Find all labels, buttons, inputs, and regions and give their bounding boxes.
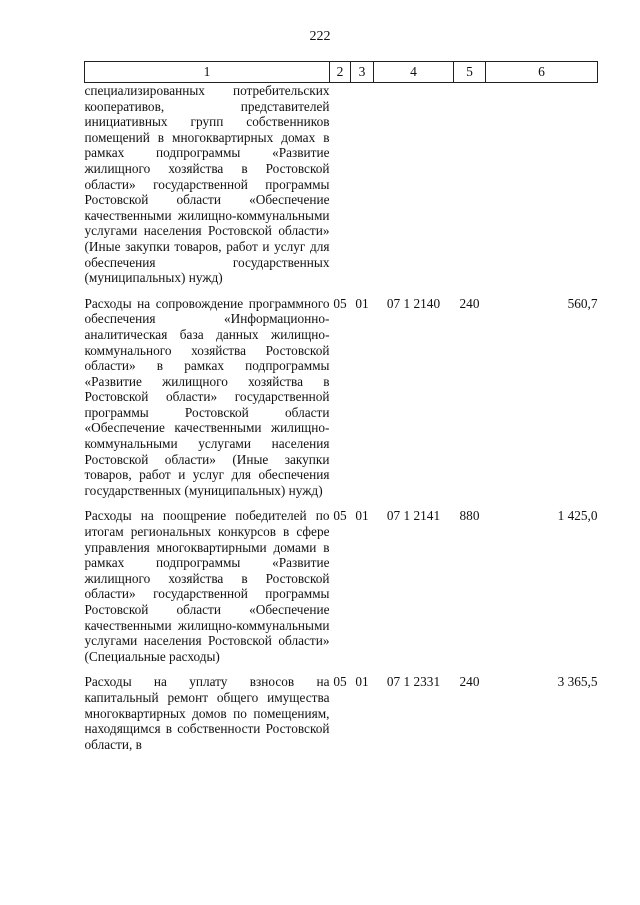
header-row <box>85 62 598 83</box>
row-subsection: 01 <box>355 674 369 690</box>
row-amount: 3 365,5 <box>557 674 598 690</box>
table-row <box>85 83 598 286</box>
row-amount <box>486 83 598 286</box>
row-target-code <box>374 83 454 286</box>
header-col-2: 2 <box>330 62 351 83</box>
table-header <box>85 62 598 83</box>
row-section <box>330 83 351 286</box>
row-description: Расходы на поощрение победителей по итогам региональных конкурсов в сфере управления многоквартирными домами в рамках подпрограммы «Развитие жилищного хозяйства в Ростовской области» государственной программы Ростовской области «Обеспечение качественными жилищно-коммунальными услугами населения Ростовской области» (Специальные расходы) <box>84 508 330 664</box>
header-col-1: 1 <box>85 62 330 83</box>
header-col-4: 4 <box>374 62 454 83</box>
table-row <box>85 286 598 499</box>
row-section: 05 <box>333 508 347 524</box>
row-section: 05 <box>333 295 347 311</box>
table-body <box>85 83 598 753</box>
row-expense-type: 880 <box>459 508 480 524</box>
row-target-code: 07 1 2140 <box>386 295 441 311</box>
row-target-code: 07 1 2331 <box>386 674 441 690</box>
table-row <box>85 498 598 664</box>
row-expense-type: 240 <box>459 674 480 690</box>
row-section: 05 <box>333 674 347 690</box>
row-subsection: 01 <box>355 508 369 524</box>
header-col-6: 6 <box>486 62 598 83</box>
row-expense-type: 240 <box>459 295 480 311</box>
page-number: 222 <box>309 29 331 44</box>
budget-table <box>84 61 598 752</box>
row-target-code: 07 1 2141 <box>386 508 441 524</box>
header-col-5: 5 <box>454 62 486 83</box>
row-subsection <box>351 83 374 286</box>
row-amount: 1 425,0 <box>557 508 598 524</box>
table-row <box>85 664 598 752</box>
row-amount: 560,7 <box>567 295 598 311</box>
row-subsection: 01 <box>355 295 369 311</box>
row-expense-type <box>454 83 486 286</box>
header-col-3: 3 <box>351 62 374 83</box>
row-description: Расходы на уплату взносов на капитальный ремонт общего имущества многоквартирных домов по помещениям, находящимся в собственности Ростовской области, в <box>84 674 330 752</box>
row-description: специализированных потребительских кооперативов, представителей инициативных групп собственников помещений в многоквартирных домах в рамках подпрограммы «Развитие жилищного хозяйства в Ростовской области» государственной программы Ростовской области «Обеспечение качественными жилищно-коммунальными услугами населения Ростовской области» (Иные закупки товаров, работ и услуг для обеспечения государственных (муниципальных) нужд) <box>84 83 330 286</box>
row-description: Расходы на сопровождение программного обеспечения «Информационно-аналитическая база данных жилищно-коммунального хозяйства Ростовской области» в рамках подпрограммы «Развитие жилищного хозяйства в Ростовской области» государственной программы Ростовской области «Обеспечение качественными жилищно-коммунальными услугами населения Ростовской области» (Иные закупки товаров, работ и услуг для обеспечения государственных (муниципальных) нужд) <box>84 295 330 498</box>
